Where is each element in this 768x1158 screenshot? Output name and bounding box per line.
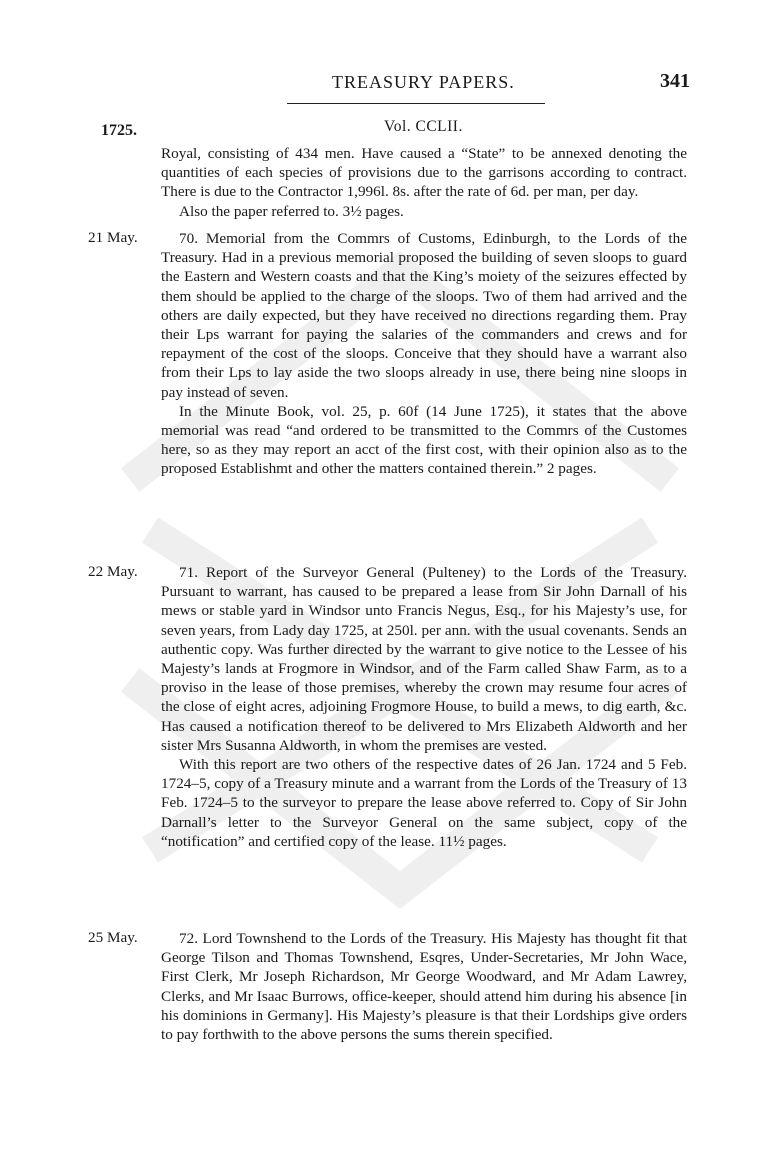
running-head: TREASURY PAPERS. xyxy=(332,72,515,92)
volume-label: Vol. CCLII. xyxy=(384,118,463,135)
continuation-block xyxy=(161,144,687,221)
entry-paragraph: 72. Lord Townshend to the Lords of the Treasury. His Majesty has thought fit that George Tilson and Thomas Townshend, Esqres, Under-Secretaries, Mr John Wace, First Clerk, Mr Joseph Richardson, Mr George Woodward, and Mr Adam Lawrey, Clerks, and Mr Isaac Burrows, office-keeper, should attend him during his absence [in his dominions in Germany]. His Majesty’s pleasure is that their Lordships give orders to pay forthwith to the above persons the sums therein specified. xyxy=(161,930,687,1044)
entry-paragraph: 71. Report of the Surveyor General (Pulteney) to the Lords of the Treasury. Pursuant to warrant, has caused to be prepared a lease from Sir John Darnall of his mews or stable yard in Windsor unto Francis Negus, Esq., for his Majesty’s use, for seven years, from Lady day 1725, at 250l. per ann. with the usual covenants. Sends an authentic copy. Was further directed by the warrant to give notice to the Lessee of his Majesty’s lands at Frogmore in Windsor, and of the Farm called Shaw Farm, as to a proviso in the lease of those premises, whereby the crown may resume four acres of the close of eight acres, adjoining Frogmore House, to build a mews, to dig earth, &c. Has caused a notification thereof to be delivered to Mrs Elizabeth Aldworth and her sister Mrs Susanna Aldworth, in whom the premises are vested. xyxy=(161,564,687,754)
entry-date: 22 May. xyxy=(88,563,138,580)
year-label: 1725. xyxy=(101,122,137,139)
entry-paragraph: In the Minute Book, vol. 25, p. 60f (14 June 1725), it states that the above memorial was read “and ordered to be transmitted to the Commrs of the Customes here, so as they may report an acct of the first cost, with their opinion also as to the proposed Establishmt and other the matters contained therein.” 2 pages. xyxy=(161,402,687,478)
page-number: 341 xyxy=(660,70,690,92)
entry-paragraph: 70. Memorial from the Commrs of Customs, Edinburgh, to the Lords of the Treasury. Had in a previous memorial proposed the building of seven sloops to guard the Eastern and Western coasts and that the King’s moiety of the seizures effected by them should be applied to the charge of the sloops. Two of them had arrived and the others are daily expected, but they have received no directions regarding them. Pray their Lps warrant for paying the salaries of the commanders and crews and for repayment of the cost of the sloops. Conceive that they should have a warrant also from their Lps to lay aside the two sloops already in use, there being nine sloops in pay instead of seven. xyxy=(161,230,687,401)
page-header xyxy=(160,72,690,98)
continuation-note: Also the paper referred to. 3½ pages. xyxy=(179,202,404,220)
entry-71 xyxy=(161,563,687,851)
entry-70 xyxy=(161,229,687,479)
entry-date: 25 May. xyxy=(88,929,138,946)
entry-72 xyxy=(161,929,687,1044)
continuation-text: Royal, consisting of 434 men. Have caused a “State” to be annexed denoting the quantities of each species of provisions due to the garrisons according to contract. There is due to the Contractor 1,996l. 8s. after the rate of 6d. per man, per day. xyxy=(161,145,687,201)
header-rule xyxy=(287,103,545,104)
entry-paragraph: With this report are two others of the respective dates of 26 Jan. 1724 and 5 Feb. 1724–5, copy of a Treasury minute and a warrant from the Lords of the Treasury of 13 Feb. 1724–5 to the surveyor to prepare the lease above referred to. Copy of Sir John Darnall’s letter to the Surveyor General on the same subject, copy of the “notification” and certified copy of the lease. 11½ pages. xyxy=(161,756,687,850)
entry-date: 21 May. xyxy=(88,229,138,246)
